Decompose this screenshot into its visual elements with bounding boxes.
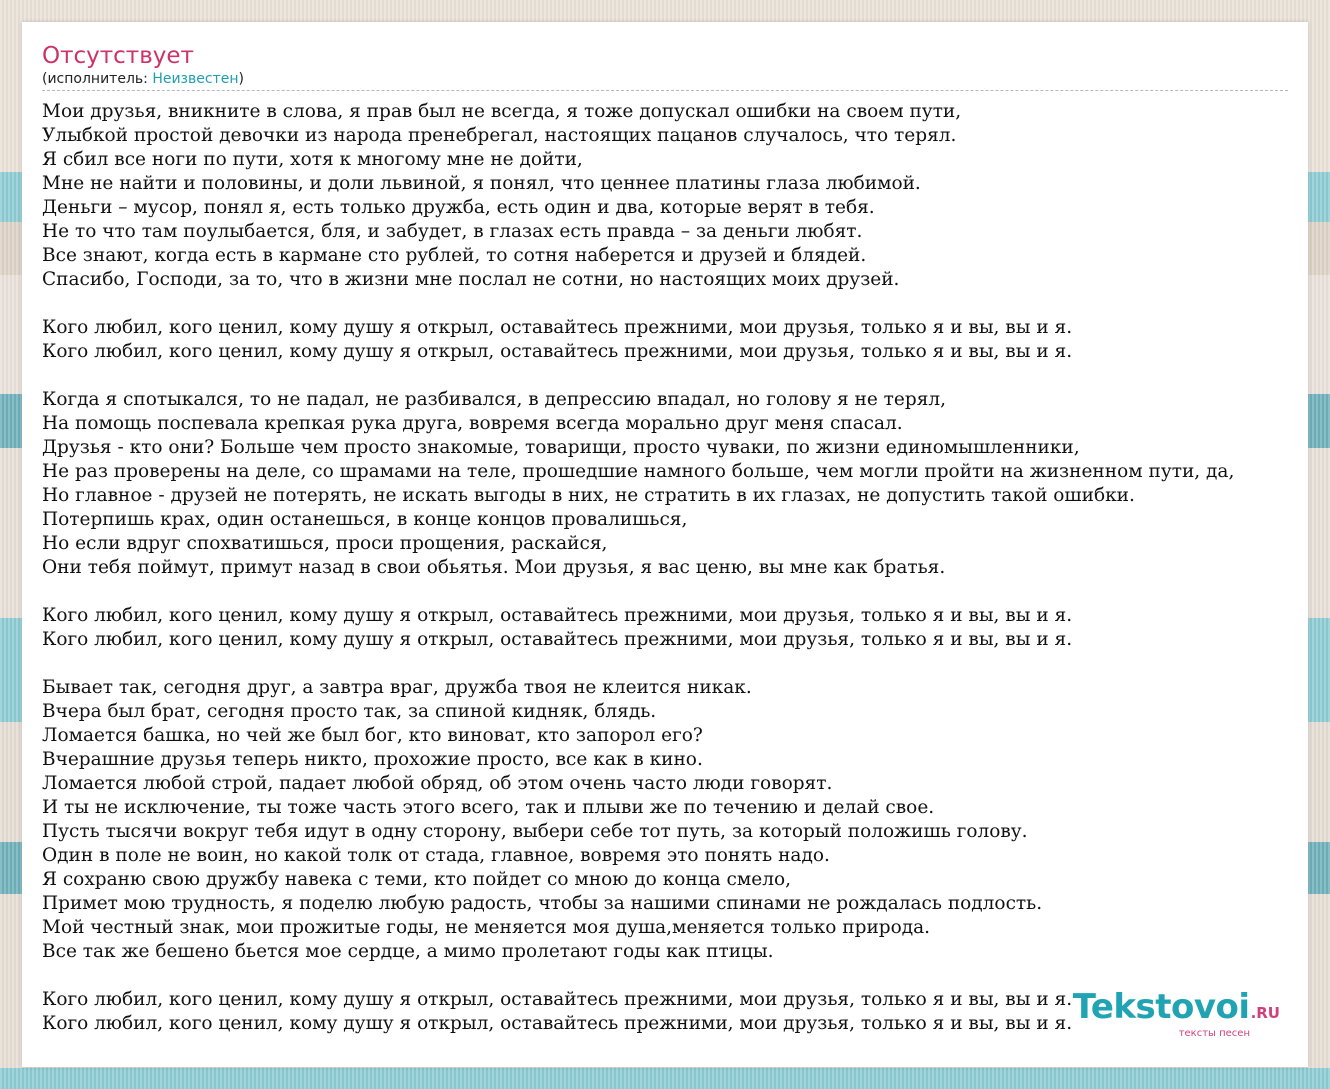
lyrics-line: Я сбил все ноги по пути, хотя к многому мне не дойти, — [42, 149, 583, 170]
lyrics-line: Вчера был брат, сегодня просто так, за спиной кидняк, блядь. — [42, 701, 657, 722]
lyrics-line: Все так же бешено бьется мое сердце, а мимо пролетают годы как птицы. — [42, 941, 774, 962]
lyrics-line: Кого любил, кого ценил, кому душу я открыл, оставайтесь прежними, мои друзья, только я и вы, вы и я. — [42, 1013, 1073, 1034]
performer-prefix: (исполнитель: — [42, 71, 153, 87]
lyrics-stanza — [42, 604, 1308, 652]
lyrics-stanza — [42, 676, 1308, 964]
lyrics-line: Деньги – мусор, понял я, есть только дружба, есть один и два, которые верят в тебя. — [42, 197, 875, 218]
lyrics-line: Кого любил, кого ценил, кому душу я открыл, оставайтесь прежними, мои друзья, только я и вы, вы и я. — [42, 989, 1073, 1010]
lyrics-line: Мой честный знак, мои прожитые годы, не меняется моя душа,меняется только природа. — [42, 917, 931, 938]
lyrics-line: Кого любил, кого ценил, кому душу я открыл, оставайтесь прежними, мои друзья, только я и вы, вы и я. — [42, 341, 1073, 362]
lyrics-stanza — [42, 316, 1308, 364]
lyrics-line: Один в поле не воин, но какой толк от стада, главное, вовремя это понять надо. — [42, 845, 830, 866]
lyrics-line: Не раз проверены на деле, со шрамами на теле, прошедшие намного больше, чем могли пройти на жизненном пути, да, — [42, 461, 1235, 482]
lyrics-line: Бывает так, сегодня друг, а завтра враг, дружба твоя не клеится никак. — [42, 677, 752, 698]
lyrics-line: Друзья - кто они? Больше чем просто знакомые, товарищи, просто чуваки, по жизни единомышленники, — [42, 437, 1080, 458]
logo-wordmark — [1072, 987, 1280, 1029]
song-header — [42, 42, 1288, 91]
performer-line — [42, 70, 1288, 88]
lyrics-stanza — [42, 388, 1308, 580]
lyrics-card — [22, 22, 1308, 1067]
lyrics-line: Кого любил, кого ценил, кому душу я открыл, оставайтесь прежними, мои друзья, только я и вы, вы и я. — [42, 629, 1073, 650]
logo-tagline: тексты песен — [1178, 1028, 1250, 1039]
lyrics-line: Улыбкой простой девочки из народа пренебрегал, настоящих пацанов случалось, что терял. — [42, 125, 957, 146]
lyrics-line: Но главное - друзей не потерять, не искать выгоды в них, не стратить в их глазах, не допустить такой ошибки. — [42, 485, 1135, 506]
lyrics-line: Примет мою трудность, я поделю любую радость, чтобы за нашими спинами не рождалась подлость. — [42, 893, 1043, 914]
lyrics-line: Спасибо, Господи, за то, что в жизни мне послал не сотни, но настоящих моих друзей. — [42, 269, 900, 290]
logo-tld: .RU — [1250, 1004, 1280, 1022]
lyrics-line: Ломается башка, но чей же был бог, кто виноват, кто запорол его? — [42, 725, 703, 746]
lyrics-line: Но если вдруг спохватишься, проси прощения, раскайся, — [42, 533, 608, 554]
song-title: Отсутствует — [42, 43, 194, 69]
lyrics-line: Мои друзья, вникните в слова, я прав был не всегда, я тоже допускал ошибки на своем пути, — [42, 101, 962, 122]
lyrics-line: Все знают, когда есть в кармане сто рублей, то сотня наберется и друзей и блядей. — [42, 245, 867, 266]
logo-name: Tekstovoi — [1072, 987, 1250, 1027]
lyrics-line: Ломается любой строй, падает любой обряд, об этом очень часто люди говорят. — [42, 773, 833, 794]
lyrics-text — [42, 100, 1308, 1060]
lyrics-line: Потерпишь крах, один останешься, в конце концов провалишься, — [42, 509, 688, 530]
lyrics-line: На помощь поспевала крепкая рука друга, вовремя всегда морально друг меня спасал. — [42, 413, 903, 434]
site-logo[interactable] — [1072, 987, 1280, 1039]
lyrics-line: Когда я спотыкался, то не падал, не разбивался, в депрессию впадал, но голову я не терял, — [42, 389, 947, 410]
lyrics-line: Вчерашние друзья теперь никто, прохожие просто, все как в кино. — [42, 749, 703, 770]
lyrics-line: Кого любил, кого ценил, кому душу я открыл, оставайтесь прежними, мои друзья, только я и вы, вы и я. — [42, 317, 1073, 338]
performer-link[interactable]: Неизвестен — [152, 71, 239, 87]
lyrics-line: Кого любил, кого ценил, кому душу я открыл, оставайтесь прежними, мои друзья, только я и вы, вы и я. — [42, 605, 1073, 626]
lyrics-line: Пусть тысячи вокруг тебя идут в одну сторону, выбери себе тот путь, за который положишь голову. — [42, 821, 1028, 842]
lyrics-line: Они тебя поймут, примут назад в свои обьятья. Мои друзья, я вас ценю, вы мне как братья. — [42, 557, 946, 578]
performer-suffix: ) — [238, 71, 244, 87]
lyrics-stanza — [42, 100, 1308, 292]
lyrics-line: И ты не исключение, ты тоже часть этого всего, так и плыви же по течению и делай свое. — [42, 797, 935, 818]
lyrics-line: Я сохраню свою дружбу навека с теми, кто пойдет со мною до конца смело, — [42, 869, 791, 890]
lyrics-line: Мне не найти и половины, и доли львиной, я понял, что ценнее платины глаза любимой. — [42, 173, 921, 194]
lyrics-line: Не то что там поулыбается, бля, и забудет, в глазах есть правда – за деньги любят. — [42, 221, 863, 242]
